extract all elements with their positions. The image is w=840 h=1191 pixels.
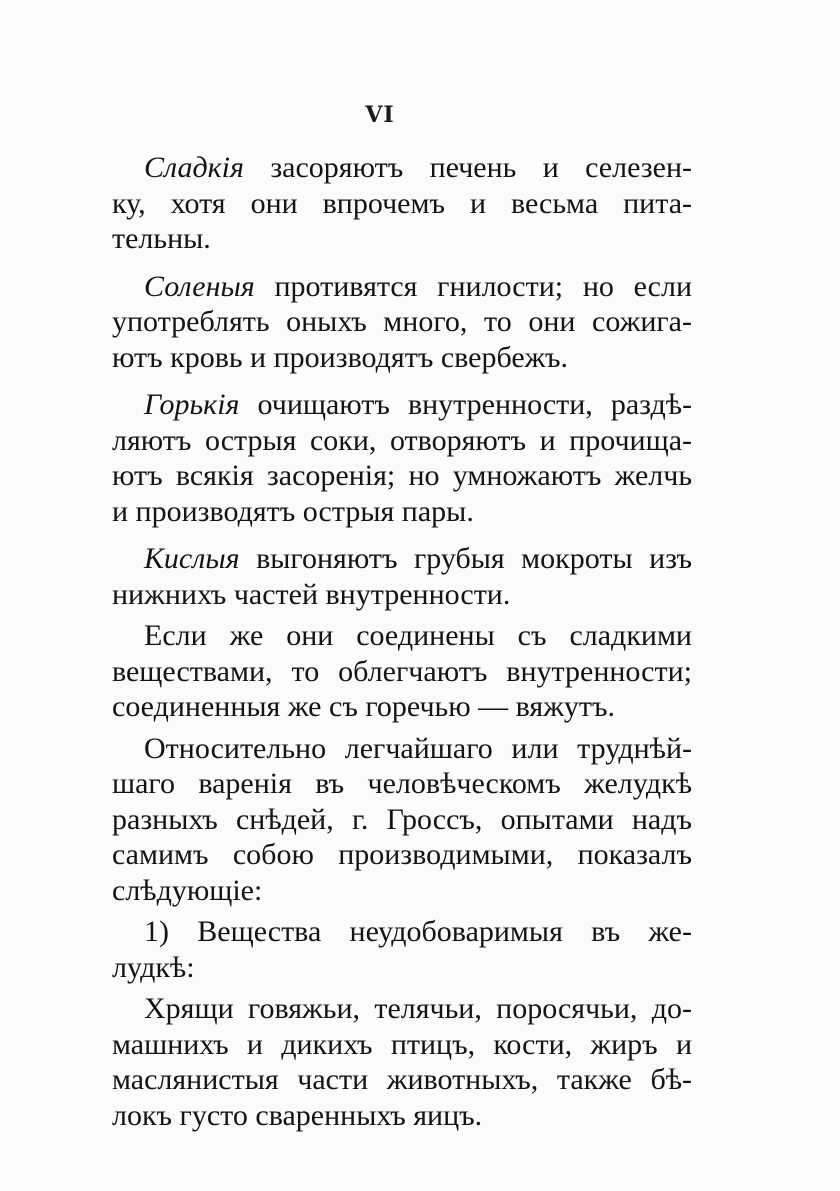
text-line: ютъ всякія засоренія; но умножаютъ желчь [112,459,692,492]
lead-word: Соленыя [144,269,255,303]
page-number: VI [365,102,395,128]
text-line: ютъ кровь и производятъ свербежъ. [112,340,569,374]
lead-word: Сладкія [144,151,244,184]
text-line: машнихъ и дикихъ птицъ, кости, жиръ и [112,1027,692,1061]
text-line: употреблять оныхъ много, то они сожига- [112,305,692,338]
text-line: слѣдующіе: [112,873,263,907]
paragraph-sour [112,541,692,612]
text-line: и производятъ острыя пары. [112,494,474,528]
text-line: Хрящи говяжьи, телячьи, поросячьи, до- [144,992,692,1025]
text-line: Кислыя выгоняютъ грубыя мокроты изъ [144,542,692,575]
text-line: самимъ собою производимыми, показалъ [112,838,692,871]
paragraph-sweet [112,150,692,257]
text-line: нижнихъ частей внутренности. [112,577,511,611]
paragraph-gross [112,731,692,909]
text-line: Сладкія засоряютъ печень и селезен- [144,151,692,184]
text-line: лудкѣ: [112,950,195,984]
text-line: соединенныя же съ горечью — вяжутъ. [112,690,616,723]
paragraph-combined [112,618,692,725]
lead-word: Горькія [144,388,240,421]
text-line: Соленыя противятся гнилости; но если [144,269,692,303]
text-line: Горькія очищаютъ внутренности, раздѣ- [144,388,692,421]
paragraph-bitter [112,387,692,529]
text-line: тельны. [112,222,211,255]
text-line: шаго варенія въ человѣческомъ желудкѣ [112,767,692,800]
text-line: разныхъ снѣдей, г. Гроссъ, опытами надъ [112,802,692,836]
text-line: Если же они соединены съ сладкими [144,619,692,652]
body-text [112,150,692,1145]
text-line: ку, хотя они впрочемъ и весьма пита- [112,186,692,220]
text-line: 1) Вещества неудобоваримыя въ же- [144,915,692,948]
lead-word: Кислыя [144,542,240,575]
text-line: ляютъ острыя соки, отворяютъ и прочища- [112,423,692,457]
paragraph-list-body [112,991,692,1133]
text-line: маслянистыя части животныхъ, также бѣ- [112,1063,692,1096]
text-line: веществами, то облегчаютъ внутренности; [112,654,692,688]
paragraph-salty [112,269,692,376]
text-line: локъ густо сваренныхъ яицъ. [112,1098,483,1132]
paragraph-list-heading [112,914,692,985]
text-line: Относительно легчайшаго или труднѣй- [144,731,692,765]
